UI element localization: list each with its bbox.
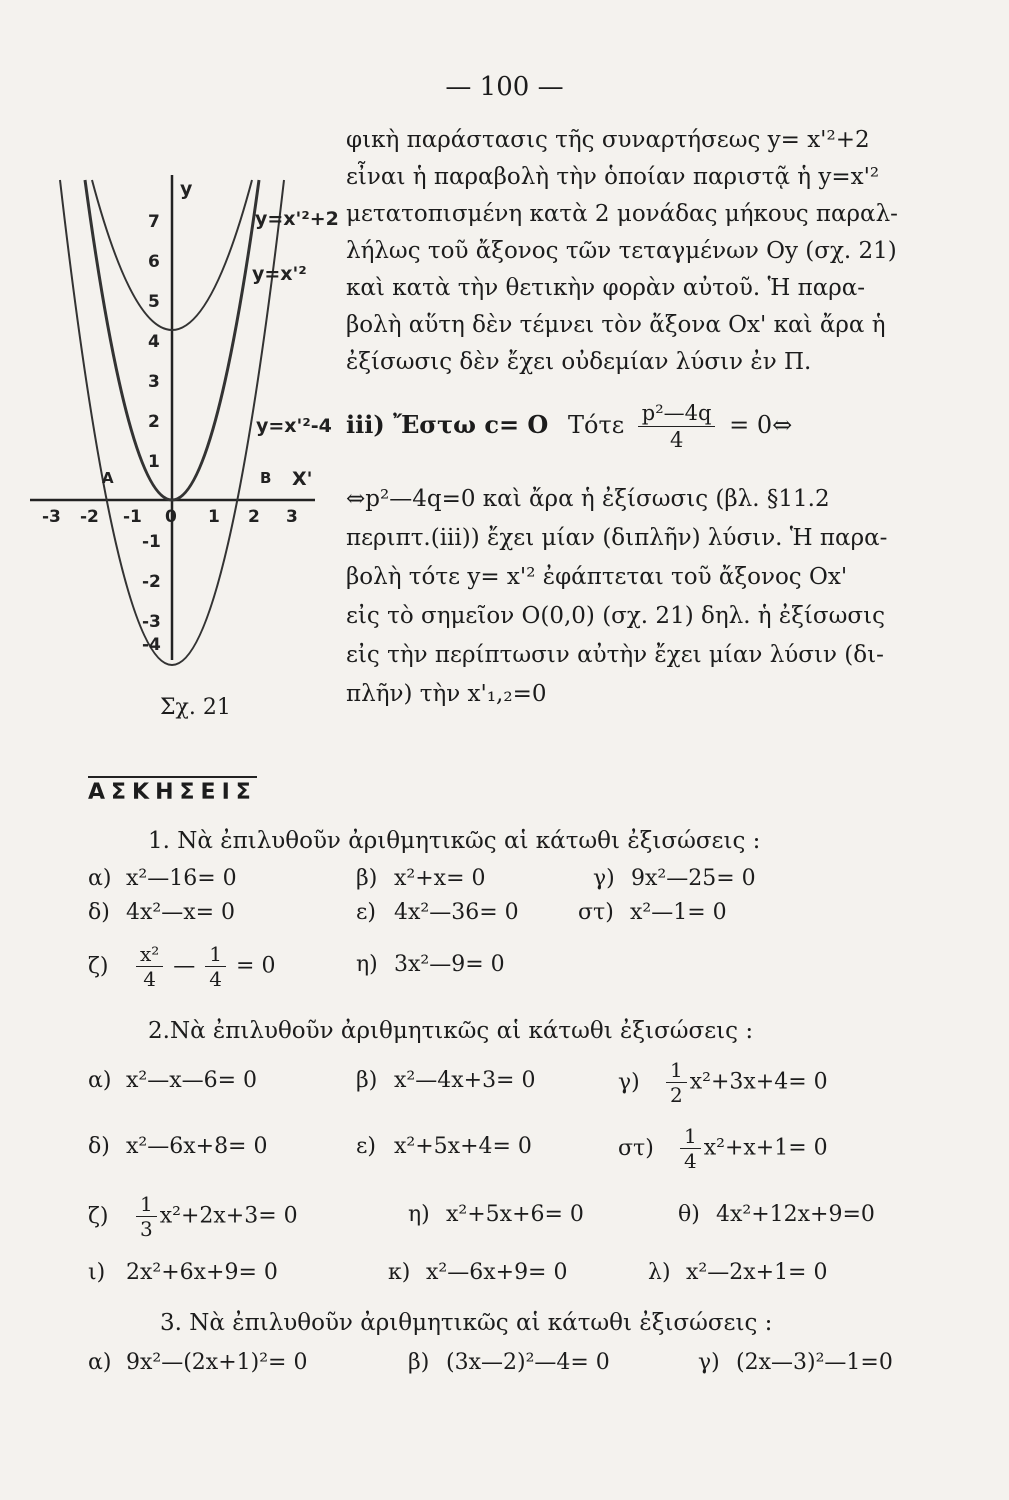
- text-line: μετατοπισμένη κατὰ 2 μονάδας μήκους παραλ-: [346, 201, 898, 227]
- y-tick-7: 7: [148, 212, 160, 232]
- exercise-1-row-2: [88, 900, 968, 936]
- equation: θ) 4x²+12x+9=0: [678, 1202, 875, 1227]
- x-tick-neg2: -2: [80, 507, 99, 527]
- x-tick-3: 3: [286, 507, 298, 527]
- y-tick-3: 3: [148, 372, 160, 392]
- y-tick-neg1: -1: [142, 532, 161, 552]
- x-ticks: [42, 507, 298, 527]
- exercise-1-title: 1. Νὰ ἐπιλυθοῦν ἀριθμητικῶς αἱ κάτωθι ἐξισώσεις :: [148, 828, 761, 854]
- equation: η) x²+5x+6= 0: [408, 1202, 584, 1227]
- text-line: ⇔p²—4q=0 καὶ ἄρα ἡ ἐξίσωσις (βλ. §11.2: [346, 486, 830, 512]
- equation: β) (3x—2)²—4= 0: [408, 1350, 610, 1375]
- equation: α) x²—x—6= 0: [88, 1068, 258, 1093]
- exercise-3-title: 3. Νὰ ἐπιλυθοῦν ἀριθμητικῶς αἱ κάτωθι ἐξισώσεις :: [160, 1310, 773, 1336]
- equation: η) 3x²—9= 0: [356, 952, 505, 977]
- text-line: εἰς τὴν περίπτωσιν αὐτὴν ἔχει μίαν λύσιν (δι-: [346, 642, 884, 668]
- equation: ζ) $\frac{\text{x²}}{4}$ — $\frac{1}{4}$ = 0: [88, 942, 276, 991]
- exercise-2-title: 2.Νὰ ἐπιλυθοῦν ἀριθμητικῶς αἱ κάτωθι ἐξισώσεις :: [148, 1018, 754, 1044]
- x-tick-0: 0: [165, 507, 177, 527]
- y-tick-4: 4: [148, 332, 160, 352]
- text-line: βολὴ αὕτη δὲν τέμνει τὸν ἄξονα Ox' καὶ ἄρα ἡ: [346, 312, 886, 338]
- point-a-label: A: [102, 469, 114, 487]
- text-line: βολὴ τότε y= x'² ἐφάπτεται τοῦ ἄξονος Ox': [346, 564, 848, 590]
- equation: δ) 4x²—x= 0: [88, 900, 236, 925]
- y-tick-neg4: -4: [142, 635, 161, 655]
- equation: γ) 9x²—25= 0: [593, 866, 756, 891]
- point-b-label: B: [260, 469, 272, 487]
- curve-middle-label: y=x'²: [252, 263, 307, 285]
- paragraph-1: [346, 122, 926, 381]
- curve-lower-label: y=x'²-4: [256, 415, 332, 437]
- equation: γ) $\frac{1}{2}$ x²+3x+4= 0: [618, 1058, 828, 1107]
- fraction-numerator: p²—4q: [638, 400, 716, 427]
- text-line: πλῆν) τὴν x'₁,₂=0: [346, 681, 547, 707]
- y-tick-neg2: -2: [142, 572, 161, 592]
- y-tick-6: 6: [148, 252, 160, 272]
- equation: ε) 4x²—36= 0: [356, 900, 519, 925]
- x-axis-label: X': [292, 468, 313, 490]
- fraction: $\frac{1}{4}$: [680, 1124, 701, 1173]
- exercise-1-row-3: [88, 942, 968, 1002]
- y-axis-label: y: [180, 178, 193, 200]
- case-iii-heading: [346, 400, 966, 453]
- text-line: εἶναι ἡ παραβολὴ τὴν ὁποίαν παριστᾷ ἡ y=x'²: [346, 164, 880, 190]
- y-tick-2: 2: [148, 412, 160, 432]
- curve-upper-label: y=x'²+2: [255, 208, 339, 230]
- equation: δ) x²—6x+8= 0: [88, 1134, 268, 1159]
- fraction: $\frac{1}{3}$: [136, 1192, 157, 1241]
- paragraph-2: [346, 480, 946, 714]
- text-line: λήλως τοῦ ἄξονος τῶν τεταγμένων Oy (σχ. 21): [346, 238, 897, 264]
- fraction: $\frac{1}{4}$: [205, 942, 226, 991]
- exercise-2-row-2: [88, 1124, 968, 1184]
- text-line: καὶ κατὰ τὴν θετικὴν φορὰν αὐτοῦ. Ἡ παρα-: [346, 275, 866, 301]
- equation: α) x²—16= 0: [88, 866, 237, 891]
- equation: α) 9x²—(2x+1)²= 0: [88, 1350, 308, 1375]
- parabola-graph: [30, 150, 350, 670]
- x-tick-1: 1: [208, 507, 220, 527]
- exercise-2-row-1: [88, 1058, 968, 1118]
- fraction: $\frac{\text{x²}}{4}$: [136, 942, 163, 991]
- equation: ι) 2x²+6x+9= 0: [88, 1260, 278, 1285]
- text-line: ἐξίσωσις δὲν ἔχει οὐδεμίαν λύσιν ἐν Π.: [346, 349, 812, 375]
- exercise-1-row-1: [88, 866, 968, 902]
- case-iii-tail: = 0⇔: [729, 411, 793, 439]
- y-tick-1: 1: [148, 452, 160, 472]
- equation: β) x²+x= 0: [356, 866, 486, 891]
- figure-caption: Σχ. 21: [160, 695, 231, 720]
- equation: ζ) $\frac{1}{3}$ x²+2x+3= 0: [88, 1192, 298, 1241]
- exercises-header: ΑΣΚΗΣΕΙΣ: [88, 776, 257, 805]
- equation: β) x²—4x+3= 0: [356, 1068, 536, 1093]
- y-tick-neg3: -3: [142, 612, 161, 632]
- text-line: περιπτ.(iii)) ἔχει μίαν (διπλῆν) λύσιν. Ἡ παρα-: [346, 525, 888, 551]
- y-ticks: [142, 212, 161, 655]
- equation: κ) x²—6x+9= 0: [388, 1260, 568, 1285]
- discriminant-fraction: [638, 400, 716, 453]
- x-tick-neg1: -1: [123, 507, 142, 527]
- equation: γ) (2x—3)²—1=0: [698, 1350, 893, 1375]
- x-tick-2: 2: [248, 507, 260, 527]
- exercise-2-row-3: [88, 1192, 968, 1252]
- equation: λ) x²—2x+1= 0: [648, 1260, 828, 1285]
- equation: στ) $\frac{1}{4}$ x²+x+1= 0: [618, 1124, 828, 1173]
- text-line: εἰς τὸ σημεῖον O(0,0) (σχ. 21) δηλ. ἡ ἐξίσωσις: [346, 603, 885, 629]
- fraction-denominator: 4: [669, 428, 684, 452]
- equation: στ) x²—1= 0: [578, 900, 727, 925]
- parabola-figure: [30, 150, 350, 730]
- case-iii-label: iii) Ἔστω c= O: [346, 410, 549, 439]
- exercise-3-row-1: [88, 1350, 968, 1386]
- text-line: φικὴ παράστασις τῆς συναρτήσεως y= x'²+2: [346, 127, 870, 153]
- equation: ε) x²+5x+4= 0: [356, 1134, 532, 1159]
- fraction: $\frac{1}{2}$: [666, 1058, 687, 1107]
- x-tick-neg3: -3: [42, 507, 61, 527]
- exercise-2-row-4: [88, 1260, 968, 1296]
- y-tick-5: 5: [148, 292, 160, 312]
- case-iii-tote: Τότε: [567, 411, 625, 439]
- page-number: — 100 —: [445, 72, 564, 102]
